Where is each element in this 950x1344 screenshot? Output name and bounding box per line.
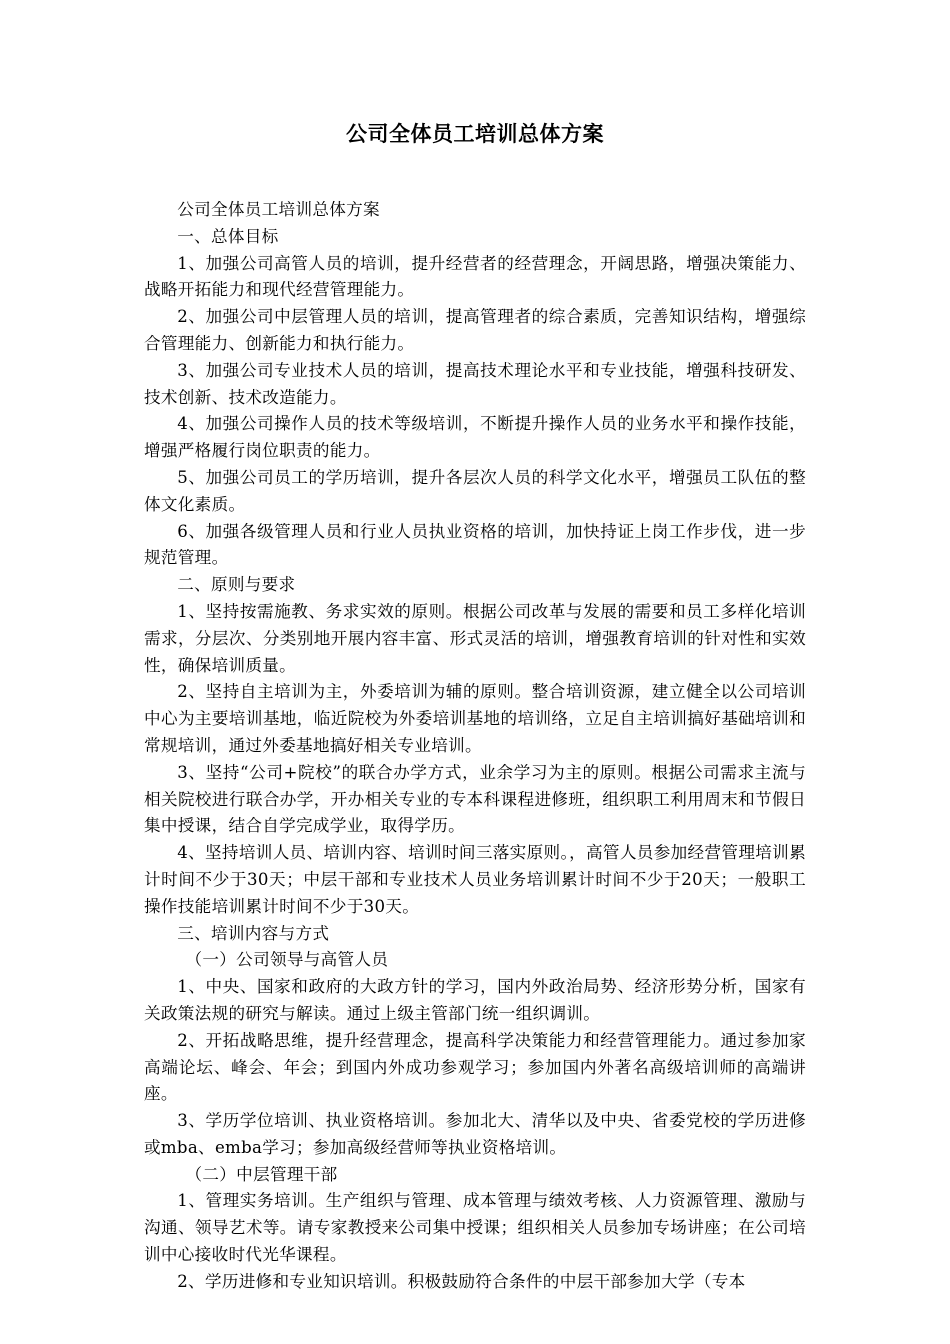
paragraph: 5、加强公司员工的学历培训，提升各层次人员的科学文化水平，增强员工队伍的整体文化素质。 [144, 467, 806, 514]
paragraph: 2、学历进修和专业知识培训。积极鼓励符合条件的中层干部参加大学（专本 [177, 1271, 746, 1291]
paragraph: 4、加强公司操作人员的技术等级培训，不断提升操作人员的业务水平和操作技能，增强严格履行岗位职责的能力。 [144, 414, 806, 461]
section-heading-1: 一、总体目标 [177, 226, 279, 246]
paragraph: 3、加强公司专业技术人员的培训，提高技术理论水平和专业技能，增强科技研发、技术创新、技术改造能力。 [144, 360, 806, 407]
document-title: 公司全体员工培训总体方案 [346, 121, 604, 146]
document-body [144, 197, 806, 1296]
paragraph: 1、管理实务培训。生产组织与管理、成本管理与绩效考核、人力资源管理、激励与沟通、领导艺术等。请专家教授来公司集中授课；组织相关人员参加专场讲座；在公司培训中心接收时代光华课程。 [144, 1191, 806, 1265]
section-heading-3: 三、培训内容与方式 [177, 923, 330, 943]
paragraph: 6、加强各级管理人员和行业人员执业资格的培训，加快持证上岗工作步伐，进一步规范管理。 [144, 521, 806, 568]
paragraph-heading: 公司全体员工培训总体方案 [177, 200, 380, 219]
subsection-heading-1: （一）公司领导与高管人员 [185, 950, 389, 970]
paragraph: 3、坚持“公司+院校”的联合办学方式，业余学习为主的原则。根据公司需求主流与相关院校进行联合办学，开办相关专业的专本科课程进修班，组织职工利用周末和节假日集中授课，结合自学完成学业，取得学历。 [144, 762, 806, 836]
paragraph: 2、加强公司中层管理人员的培训，提高管理者的综合素质，完善知识结构，增强综合管理能力、创新能力和执行能力。 [144, 307, 806, 353]
paragraph: 2、开拓战略思维，提升经营理念，提高科学决策能力和经营管理能力。通过参加家高端论坛、峰会、年会；到国内外成功参观学习；参加国内外著名高级培训师的高端讲座。 [144, 1030, 806, 1104]
paragraph: 2、坚持自主培训为主，外委培训为辅的原则。整合培训资源，建立健全以公司培训中心为主要培训基地，临近院校为外委培训基地的培训络，立足自主培训搞好基础培训和常规培训，通过外委基地搞好相关专业培训。 [144, 682, 806, 755]
paragraph: 1、中央、国家和政府的大政方针的学习，国内外政治局势、经济形势分析，国家有关政策法规的研究与解读。通过上级主管部门统一组织调训。 [144, 977, 806, 1023]
paragraph: 1、坚持按需施教、务求实效的原则。根据公司改革与发展的需要和员工多样化培训需求，分层次、分类别地开展内容丰富、形式灵活的培训，增强教育培训的针对性和实效性，确保培训质量。 [144, 601, 806, 675]
section-heading-2: 二、原则与要求 [177, 575, 296, 595]
paragraph: 3、学历学位培训、执业资格培训。参加北大、清华以及中央、省委党校的学历进修或mba、emba学习；参加高级经营师等执业资格培训。 [144, 1111, 806, 1157]
paragraph: 4、坚持培训人员、培训内容、培训时间三落实原则。，高管人员参加经营管理培训累计时间不少于30天；中层干部和专业技术人员业务培训累计时间不少于20天；一般职工操作技能培训累计时间不少于30天。 [144, 843, 806, 916]
paragraph: 1、加强公司高管人员的培训，提升经营者的经营理念，开阔思路，增强决策能力、战略开拓能力和现代经营管理能力。 [144, 253, 806, 300]
subsection-heading-2: （二）中层管理干部 [185, 1164, 338, 1184]
